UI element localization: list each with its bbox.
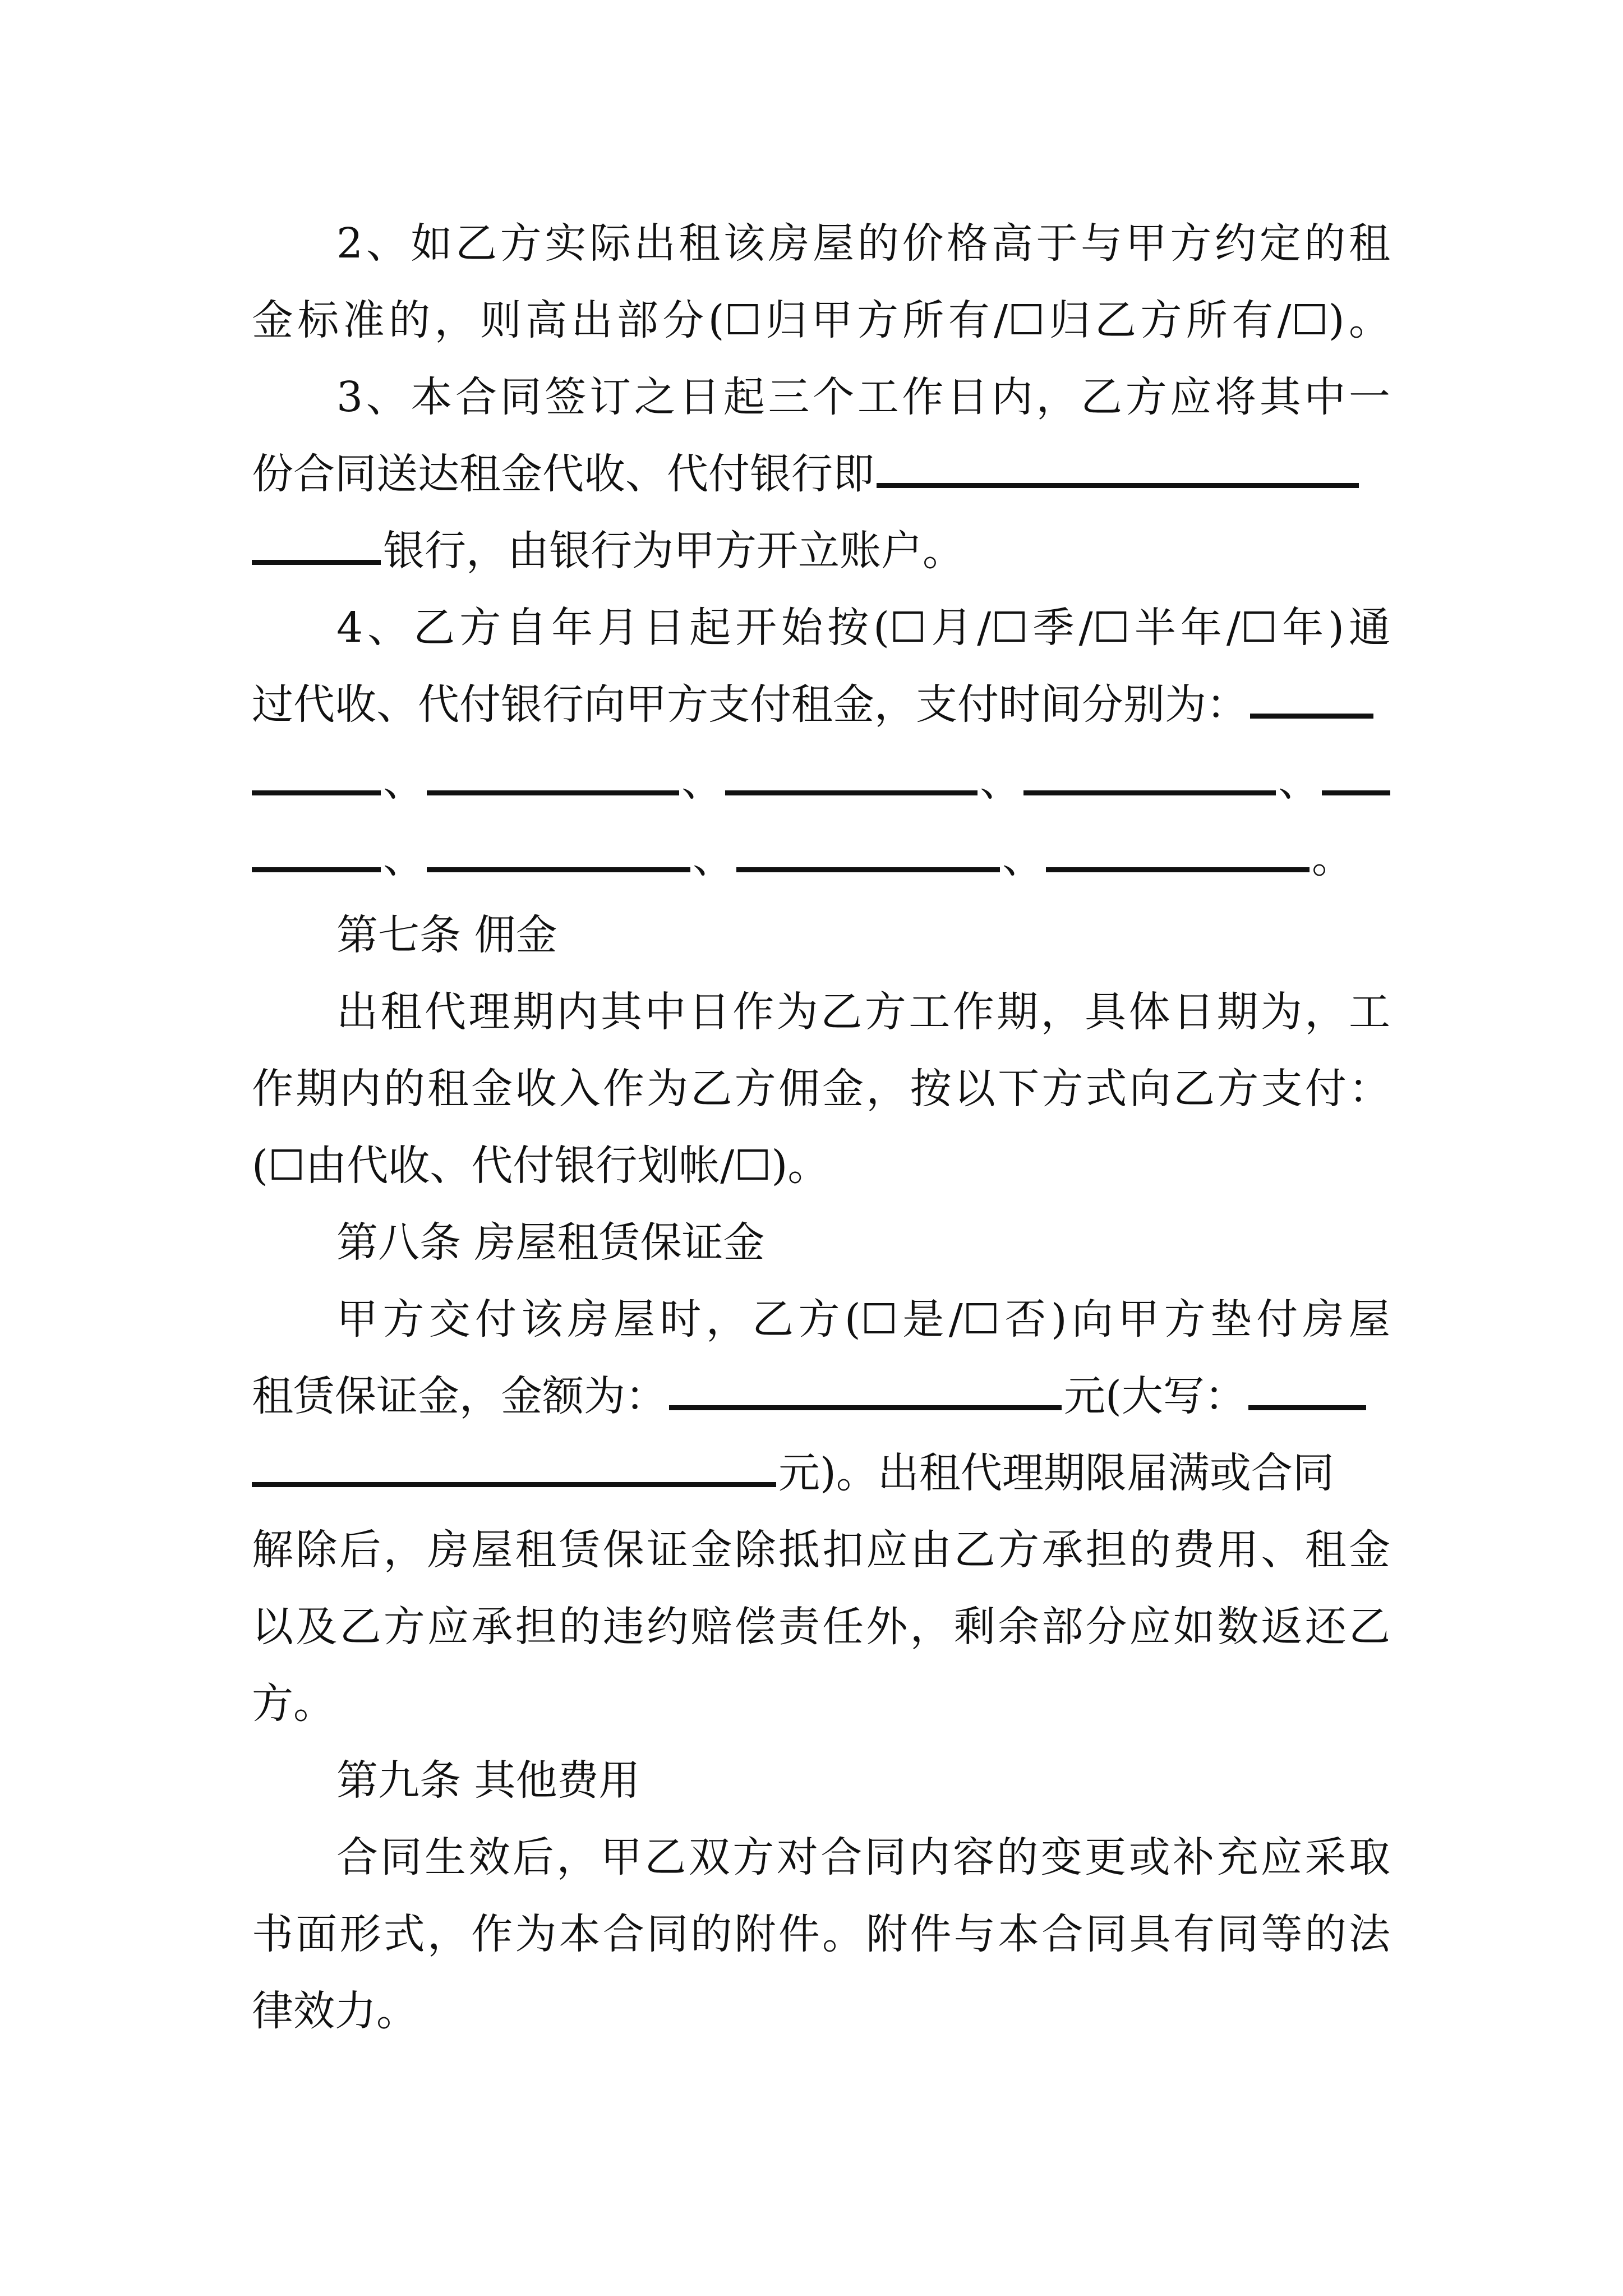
text-line: 解除后，房屋租赁保证金除抵扣应由乙方承担的费用、租金 xyxy=(252,1526,1390,1574)
text-line: 4、乙方自年月日起开始按(☐月/☐季/☐半年/☐年)通 xyxy=(336,604,1390,652)
text-line: 方。 xyxy=(252,1680,335,1728)
fill-blank xyxy=(1250,697,1373,719)
section-heading: 第八条 房屋租赁保证金 xyxy=(336,1218,765,1267)
fill-blank xyxy=(1322,774,1390,795)
text-line: 金标准的，则高出部分(☐归甲方所有/☐归乙方所有/☐)。 xyxy=(252,296,1390,344)
text-line: 元)。出租代理期限届满或合同 xyxy=(252,1434,1390,1512)
fill-blank xyxy=(1248,1388,1366,1410)
fill-blank xyxy=(252,543,381,565)
text-line: 合同生效后，甲乙双方对合同内容的变更或补充应采取 xyxy=(336,1833,1390,1881)
fill-blank xyxy=(252,1465,776,1487)
fill-blank xyxy=(252,774,381,795)
text-line: 过代收、代付银行向甲方支付租金，支付时间分别为： xyxy=(252,666,1390,743)
text-line: 3、本合同签订之日起三个工作日内，乙方应将其中一 xyxy=(336,373,1390,421)
text-line: 银行，由银行为甲方开立账户。 xyxy=(252,512,1390,590)
text-line: 、 、 、 。 xyxy=(252,820,1390,897)
section-heading: 第七条 佣金 xyxy=(336,911,557,959)
text-line: 出租代理期内其中日作为乙方工作期，具体日期为，工 xyxy=(336,988,1390,1036)
text-line: 、 、 、 、 xyxy=(252,743,1390,820)
text-line: 份合同送达租金代收、代付银行即 xyxy=(252,435,1390,513)
text-line: 租赁保证金，金额为： 元(大写： xyxy=(252,1358,1390,1435)
text-line: 书面形式，作为本合同的附件。附件与本合同具有同等的法 xyxy=(252,1910,1390,1958)
fill-blank xyxy=(252,850,381,872)
text-line: 作期内的租金收入作为乙方佣金，按以下方式向乙方支付： xyxy=(252,1065,1390,1113)
text-line: (☐由代收、代付银行划帐/☐)。 xyxy=(252,1142,829,1190)
text-line: 以及乙方应承担的违约赔偿责任外，剩余部分应如数返还乙 xyxy=(252,1603,1390,1651)
fill-blank xyxy=(1023,774,1276,795)
fill-blank xyxy=(427,774,679,795)
fill-blank xyxy=(1046,850,1310,872)
fill-blank xyxy=(877,466,1359,488)
fill-blank xyxy=(725,774,978,795)
section-heading: 第九条 其他费用 xyxy=(336,1756,640,1805)
fill-blank xyxy=(669,1388,1062,1410)
fill-blank xyxy=(736,850,1000,872)
text-line: 甲方交付该房屋时，乙方(☐是/☐否)向甲方垫付房屋 xyxy=(336,1295,1390,1343)
text-line: 律效力。 xyxy=(252,1987,418,2035)
fill-blank xyxy=(427,850,690,872)
text-line: 2、如乙方实际出租该房屋的价格高于与甲方约定的租 xyxy=(336,219,1390,268)
